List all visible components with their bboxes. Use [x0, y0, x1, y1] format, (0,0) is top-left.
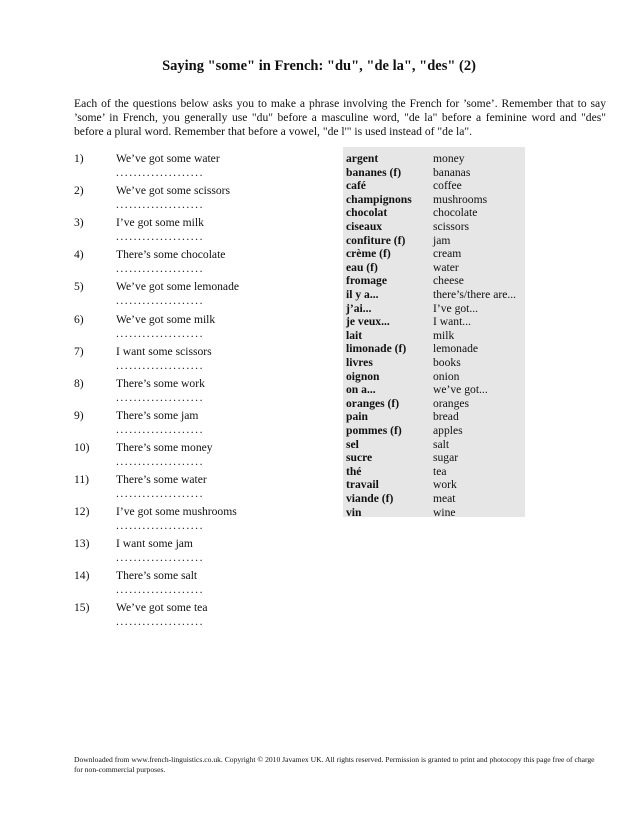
vocab-french: limonade (f) [346, 342, 407, 356]
vocab-french: sel [346, 437, 359, 451]
vocab-english: tea [433, 464, 447, 478]
question-number: 3) [74, 216, 84, 230]
vocab-row [343, 465, 525, 478]
vocab-row [343, 193, 525, 206]
question-number: 10) [74, 440, 90, 454]
vocab-french: sucre [346, 451, 373, 465]
vocab-row [343, 166, 525, 179]
vocabulary-box [343, 147, 525, 517]
vocab-french: fromage [346, 274, 387, 288]
question-item [74, 473, 334, 503]
vocab-row [343, 438, 525, 451]
question-text: There’s some salt [116, 569, 198, 583]
question-item [74, 152, 334, 182]
vocab-row [343, 370, 525, 383]
vocab-french: oranges (f) [346, 396, 400, 410]
vocab-english: sugar [433, 451, 459, 465]
vocab-french: champignons [346, 192, 412, 206]
question-number: 1) [74, 152, 84, 165]
vocab-french: bananes (f) [346, 165, 402, 179]
vocab-row [343, 397, 525, 410]
question-number: 15) [74, 601, 90, 615]
vocab-english: books [433, 356, 461, 369]
vocab-row [343, 220, 525, 233]
question-item [74, 184, 334, 214]
question-text: I’ve got some mushrooms [116, 505, 237, 519]
answer-blank: .................... [116, 422, 204, 436]
vocab-french: chocolat [346, 206, 388, 220]
answer-blank: .................... [116, 262, 204, 276]
question-text: There’s some chocolate [116, 248, 226, 262]
vocab-english: salt [433, 437, 450, 451]
question-text: We’ve got some tea [116, 601, 208, 615]
question-item [74, 505, 334, 535]
vocab-english: there’s/there are... [433, 288, 517, 301]
question-text: We’ve got some lemonade [116, 280, 240, 294]
question-item [74, 216, 334, 246]
question-number: 6) [74, 312, 84, 326]
vocab-row [343, 356, 525, 369]
question-number: 14) [74, 569, 90, 583]
question-number: 8) [74, 376, 84, 390]
vocab-english: work [433, 478, 457, 492]
question-text: We’ve got some milk [116, 312, 216, 326]
answer-blank: .................... [116, 230, 204, 244]
vocab-french: vin [346, 505, 362, 519]
vocab-row [343, 152, 525, 165]
question-number: 5) [74, 280, 84, 294]
vocab-row [343, 478, 525, 491]
question-text: I want some scissors [116, 344, 212, 358]
answer-blank: .................... [116, 166, 204, 179]
question-number: 12) [74, 505, 90, 519]
vocab-row [343, 179, 525, 192]
vocab-row [343, 234, 525, 247]
answer-blank: .................... [116, 358, 204, 372]
answer-blank: .................... [116, 198, 204, 212]
vocab-french: lait [346, 328, 363, 342]
question-item [74, 280, 334, 310]
vocab-english: onion [433, 369, 460, 383]
question-number: 13) [74, 537, 90, 551]
question-item [74, 409, 334, 439]
vocab-english: scissors [433, 220, 470, 233]
vocab-english: I want... [433, 315, 471, 329]
vocab-english: apples [433, 424, 463, 437]
answer-blank: .................... [116, 583, 204, 597]
question-item [74, 377, 334, 407]
vocab-row [343, 274, 525, 287]
question-text: We’ve got some water [116, 152, 220, 165]
vocab-row [343, 329, 525, 342]
answer-blank: .................... [116, 551, 204, 565]
vocab-english: coffee [433, 179, 462, 193]
vocab-english: wine [433, 505, 456, 519]
question-item [74, 441, 334, 471]
vocab-english: I’ve got... [433, 301, 479, 315]
vocab-french: on a... [346, 383, 376, 397]
vocab-row [343, 247, 525, 260]
vocab-row [343, 424, 525, 437]
vocab-row [343, 302, 525, 315]
vocab-french: je veux... [346, 315, 390, 329]
vocab-french: viande (f) [346, 492, 394, 505]
vocab-english: mushrooms [433, 192, 488, 206]
vocab-french: argent [346, 152, 379, 165]
question-text: There’s some money [116, 440, 213, 454]
question-number: 4) [74, 248, 84, 262]
vocab-english: jam [433, 233, 451, 247]
vocab-row [343, 206, 525, 219]
vocab-french: thé [346, 464, 362, 478]
vocab-french: il y a... [346, 288, 379, 301]
vocab-french: confiture (f) [346, 233, 406, 247]
answer-blank: .................... [116, 390, 204, 404]
vocab-row [343, 261, 525, 274]
vocab-row [343, 315, 525, 328]
vocab-english: bread [433, 410, 459, 424]
vocab-row [343, 342, 525, 355]
question-item [74, 345, 334, 375]
vocab-french: travail [346, 478, 379, 492]
question-item [74, 601, 334, 631]
question-item [74, 248, 334, 278]
vocab-row [343, 451, 525, 464]
vocab-french: ciseaux [346, 220, 383, 233]
question-text: There’s some work [116, 376, 205, 390]
vocab-french: pommes (f) [346, 424, 402, 437]
vocab-english: oranges [433, 396, 470, 410]
instructions-paragraph: Each of the questions below asks you to make a phrase involving the French for ’some’. Remember that to say ’some’ in French, you generally use "du" before a masculine word, "de la" before a feminine word and "des" before a plural word. Remember that before a vowel, "de l'" is used instead of "de la". [74, 97, 606, 138]
copyright-footer: Downloaded from www.french-linguistics.co.uk. Copyright © 2010 Javamex UK. All rights reserved. Permission is granted to print and photocopy this page free of charge for non-commercial purposes. [74, 755, 595, 774]
vocab-row [343, 492, 525, 505]
question-item [74, 569, 334, 599]
answer-blank: .................... [116, 326, 204, 340]
vocab-row [343, 410, 525, 423]
vocab-row [343, 288, 525, 301]
answer-blank: .................... [116, 294, 204, 308]
vocab-french: café [346, 179, 366, 193]
question-text: There’s some jam [116, 408, 199, 422]
vocab-english: money [433, 152, 465, 165]
question-item [74, 313, 334, 343]
vocab-english: water [433, 260, 459, 274]
question-text: There’s some water [116, 473, 207, 486]
vocab-french: eau (f) [346, 260, 378, 274]
question-number: 11) [74, 473, 90, 486]
question-text: We’ve got some scissors [116, 184, 231, 198]
vocab-english: meat [433, 492, 456, 505]
vocab-french: livres [346, 356, 373, 369]
question-number: 2) [74, 184, 84, 198]
answer-blank: .................... [116, 615, 204, 629]
question-text: I’ve got some milk [116, 216, 204, 230]
question-number: 7) [74, 344, 84, 358]
vocab-english: cheese [433, 274, 464, 288]
vocab-row [343, 383, 525, 396]
answer-blank: .................... [116, 519, 204, 533]
question-number: 9) [74, 408, 84, 422]
vocab-english: bananas [433, 165, 471, 179]
vocab-english: lemonade [433, 342, 479, 356]
vocab-french: pain [346, 410, 368, 424]
vocab-english: milk [433, 328, 455, 342]
vocab-french: j’ai... [346, 301, 372, 315]
vocab-french: crème (f) [346, 247, 391, 261]
question-text: I want some jam [116, 537, 193, 551]
page-title: Saying "some" in French: "du", "de la", "des" (2) [162, 58, 476, 74]
vocab-english: cream [433, 247, 462, 261]
vocab-english: chocolate [433, 206, 478, 220]
question-item [74, 537, 334, 567]
vocab-row [343, 506, 525, 519]
answer-blank: .................... [116, 487, 204, 500]
vocab-french: oignon [346, 369, 380, 383]
answer-blank: .................... [116, 454, 204, 468]
vocab-english: we’ve got... [433, 383, 488, 397]
